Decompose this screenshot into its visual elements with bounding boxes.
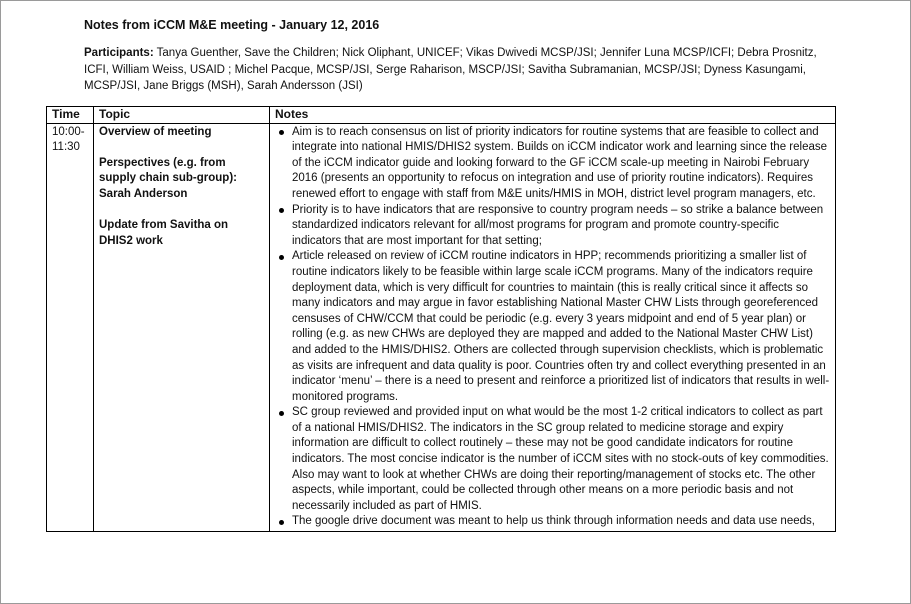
participants-paragraph <box>84 45 844 95</box>
list-item: Article released on review of iCCM routine indicators in HPP; recommends prioritizing a smaller list of routine indicators likely to be feasible within large scale iCCM programs. Many of the indicators require deployment data, which is very difficult for countries to maintain (this is really critical since it affects so many indicators and may argue in favor establishing National Master CHW Lists through georeferenced censuses of CHW/CCM that could be periodic (e.g. every 3 years midpoint and end of 5 year plan) or rolling (e.g. as new CHWs are deployed they are mapped and added to the National Master CHW List) and added to the HMIS/DHIS2. Others are collected through supervision checklists, which is problematic as visits are infrequent and data quality is poor. Countries often try and collect everything presented in an indicator ‘menu’ – there is a need to present and reinforce a prioritized list of indicators that results in well-monitored programs. <box>292 249 830 405</box>
time-cell: 10:00-11:30 <box>47 123 94 531</box>
table-header-row <box>47 107 836 124</box>
list-item: Priority is to have indicators that are responsive to country program needs – so strike a balance between standardized indicators relevant for all/most programs for program and promote country-specific indicators that are most important for that setting; <box>292 203 830 250</box>
notes-cell <box>270 123 836 531</box>
participants-list: Tanya Guenther, Save the Children; Nick Oliphant, UNICEF; Vikas Dwivedi MCSP/JSI; Jennifer Luna MCSP/ICFI; Debra Prosnitz, ICFI, William Weiss, USAID ; Michel Pacque, MCSP/JSI, Serge Raharison, MSCP/JSI; Savitha Subramanian, MCSP/JSI; Dyness Kasungami, MCSP/JSI, Jane Briggs (MSH), Sarah Andersson (JSI) <box>84 47 817 92</box>
topic-overview: Overview of meeting <box>99 125 212 138</box>
topic-cell <box>94 123 270 531</box>
header-notes: Notes <box>270 107 836 124</box>
topic-perspectives: Perspectives (e.g. from supply chain sub-group): Sarah Anderson <box>99 156 237 200</box>
list-item: Aim is to reach consensus on list of priority indicators for routine systems that are feasible to collect and integrate into national HMIS/DHIS2 system. Builds on iCCM indicator work and learning since the release of the iCCM indicator guide and looking forward to the GF iCCM scale-up meeting in Nairobi February 2016 (presents an opportunity to refocus on integration and use of priority routine indicators). Requires renewed effort to engage with staff from M&E units/HMIS in MOH, district level program managers, etc. <box>292 125 830 203</box>
list-item: The google drive document was meant to help us think through information needs and data use needs, <box>292 514 830 530</box>
list-item: SC group reviewed and provided input on what would be the most 1-2 critical indicators to collect as part of a national HMIS/DHIS2. The indicators in the SC group related to medicine storage and expiry information are difficult to collect routinely – these may not be good candidate indicators for routine indicators. The most concise indicator is the number of iCCM sites with no stock-outs of key commodities. Also may want to look at whether CHWs are doing their reporting/management of stocks etc. The other aspects, while important, could be collected through other means on a more periodic basis and not necessarily included as part of HMIS. <box>292 405 830 514</box>
table-row <box>47 123 836 531</box>
meeting-notes-table <box>46 106 836 532</box>
header-topic: Topic <box>94 107 270 124</box>
document-title: Notes from iCCM M&E meeting - January 12, 2016 <box>84 18 380 32</box>
participants-label: Participants: <box>84 47 154 59</box>
topic-dhis2-update: Update from Savitha on DHIS2 work <box>99 219 229 247</box>
header-time: Time <box>47 107 94 124</box>
notes-bullet-list <box>275 125 830 530</box>
